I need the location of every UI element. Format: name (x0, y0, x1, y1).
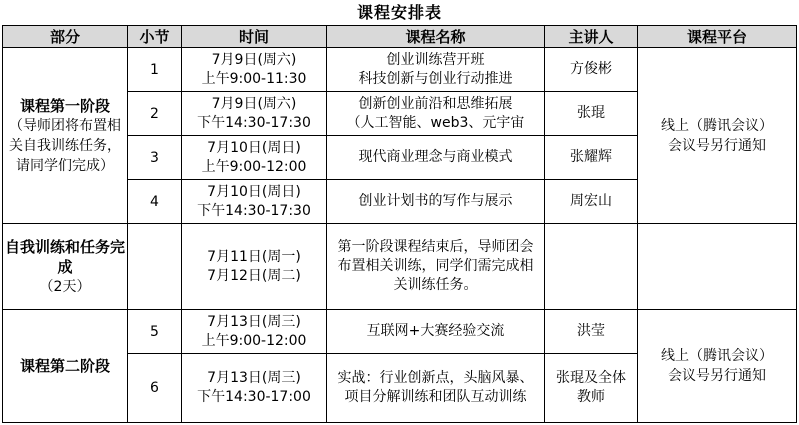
time-cell (182, 180, 327, 224)
platform-cell-empty (638, 224, 797, 310)
course-text: 实战：行业创新点，头脑风暴、项目分解训练和团队互动训练 (327, 354, 545, 423)
course-text: 创新创业前沿和思维拓展 (358, 95, 513, 112)
course-text: 现代商业理念与商业模式 (358, 149, 513, 165)
course-cell (327, 180, 545, 224)
header-section: 小节 (128, 26, 182, 48)
speaker-cell: 洪莹 (545, 310, 638, 354)
time-cell (182, 136, 327, 180)
course-text: 互联网+大赛经验交流 (366, 323, 505, 339)
phase1-cell (3, 48, 128, 224)
platform-text: 会议号另行通知 (668, 368, 766, 384)
time-text: 上午9:00-11:30 (201, 70, 307, 87)
section-number: 2 (128, 92, 182, 136)
time-text: 下午14:30-17:30 (197, 114, 311, 131)
section-number: 1 (128, 48, 182, 92)
section-number: 4 (128, 180, 182, 224)
section-number: 5 (128, 310, 182, 354)
speaker-cell: 张耀辉 (545, 136, 638, 180)
speaker-cell: 张琨及全体教师 (545, 354, 638, 423)
course-text: （人工智能、web3、元宇宙 (346, 114, 525, 131)
schedule-table (2, 25, 797, 423)
header-row (3, 26, 797, 48)
header-course: 课程名称 (327, 26, 545, 48)
platform-text: 会议号另行通知 (668, 137, 766, 154)
self-training-title: 自我训练和任务完成 (5, 237, 126, 276)
phase2-platform-cell (638, 310, 797, 423)
date-text: 7月9日(周六) (211, 51, 297, 68)
section-number: 6 (128, 354, 182, 423)
course-cell (327, 310, 545, 354)
time-cell (182, 310, 327, 354)
time-text: 下午14:30-17:00 (197, 389, 311, 405)
date-text: 7月10日(周日) (207, 183, 301, 200)
speaker-cell-empty (545, 224, 638, 310)
time-cell (182, 224, 327, 310)
date-text: 7月13日(周三) (207, 370, 301, 386)
table-title: 课程安排表 (356, 3, 442, 22)
speaker-cell: 周宏山 (545, 180, 638, 224)
date-text: 7月12日(周二) (207, 267, 301, 284)
date-text: 7月11日(周一) (207, 248, 301, 265)
course-text: 创业计划书的写作与展示 (358, 193, 513, 209)
date-text: 7月13日(周三) (207, 313, 301, 330)
course-text: 创业训练营开班 (386, 51, 485, 68)
time-cell (182, 92, 327, 136)
speaker-cell: 张琨 (545, 92, 638, 136)
date-text: 7月10日(周日) (207, 139, 301, 156)
speaker-cell: 方俊彬 (545, 48, 638, 92)
course-text: 科技创新与创业行动推进 (358, 70, 513, 87)
time-text: 下午14:30-17:30 (197, 202, 311, 219)
header-platform: 课程平台 (638, 26, 797, 48)
self-training-text: 第一阶段课程结束后，导师团会布置相关训练，同学们需完成相关训练任务。 (327, 224, 545, 310)
self-training-cell (3, 224, 128, 310)
time-cell (182, 354, 327, 423)
course-cell (327, 136, 545, 180)
table-row (3, 310, 797, 354)
header-time: 时间 (182, 26, 327, 48)
phase2-title: 课程第二阶段 (19, 357, 110, 375)
course-cell (327, 48, 545, 92)
section-number: 3 (128, 136, 182, 180)
phase2-cell (3, 310, 128, 423)
phase1-note: （导师团将布置相关自我训练任务，请同学们完成） (9, 117, 121, 174)
table-row (3, 48, 797, 92)
phase1-platform-cell (638, 48, 797, 224)
table-row (3, 224, 797, 310)
time-text: 上午9:00-12:00 (201, 158, 307, 175)
header-part: 部分 (3, 26, 128, 48)
header-speaker: 主讲人 (545, 26, 638, 48)
phase1-title: 课程第一阶段 (19, 96, 110, 115)
course-cell (327, 92, 545, 136)
time-text: 上午9:00-12:00 (201, 332, 307, 349)
self-training-note: （2天） (39, 278, 91, 295)
platform-text: 线上（腾讯会议） (661, 348, 773, 364)
section-number-empty (128, 224, 182, 310)
date-text: 7月9日(周六) (211, 95, 297, 112)
time-cell (182, 48, 327, 92)
platform-text: 线上（腾讯会议） (661, 117, 773, 134)
